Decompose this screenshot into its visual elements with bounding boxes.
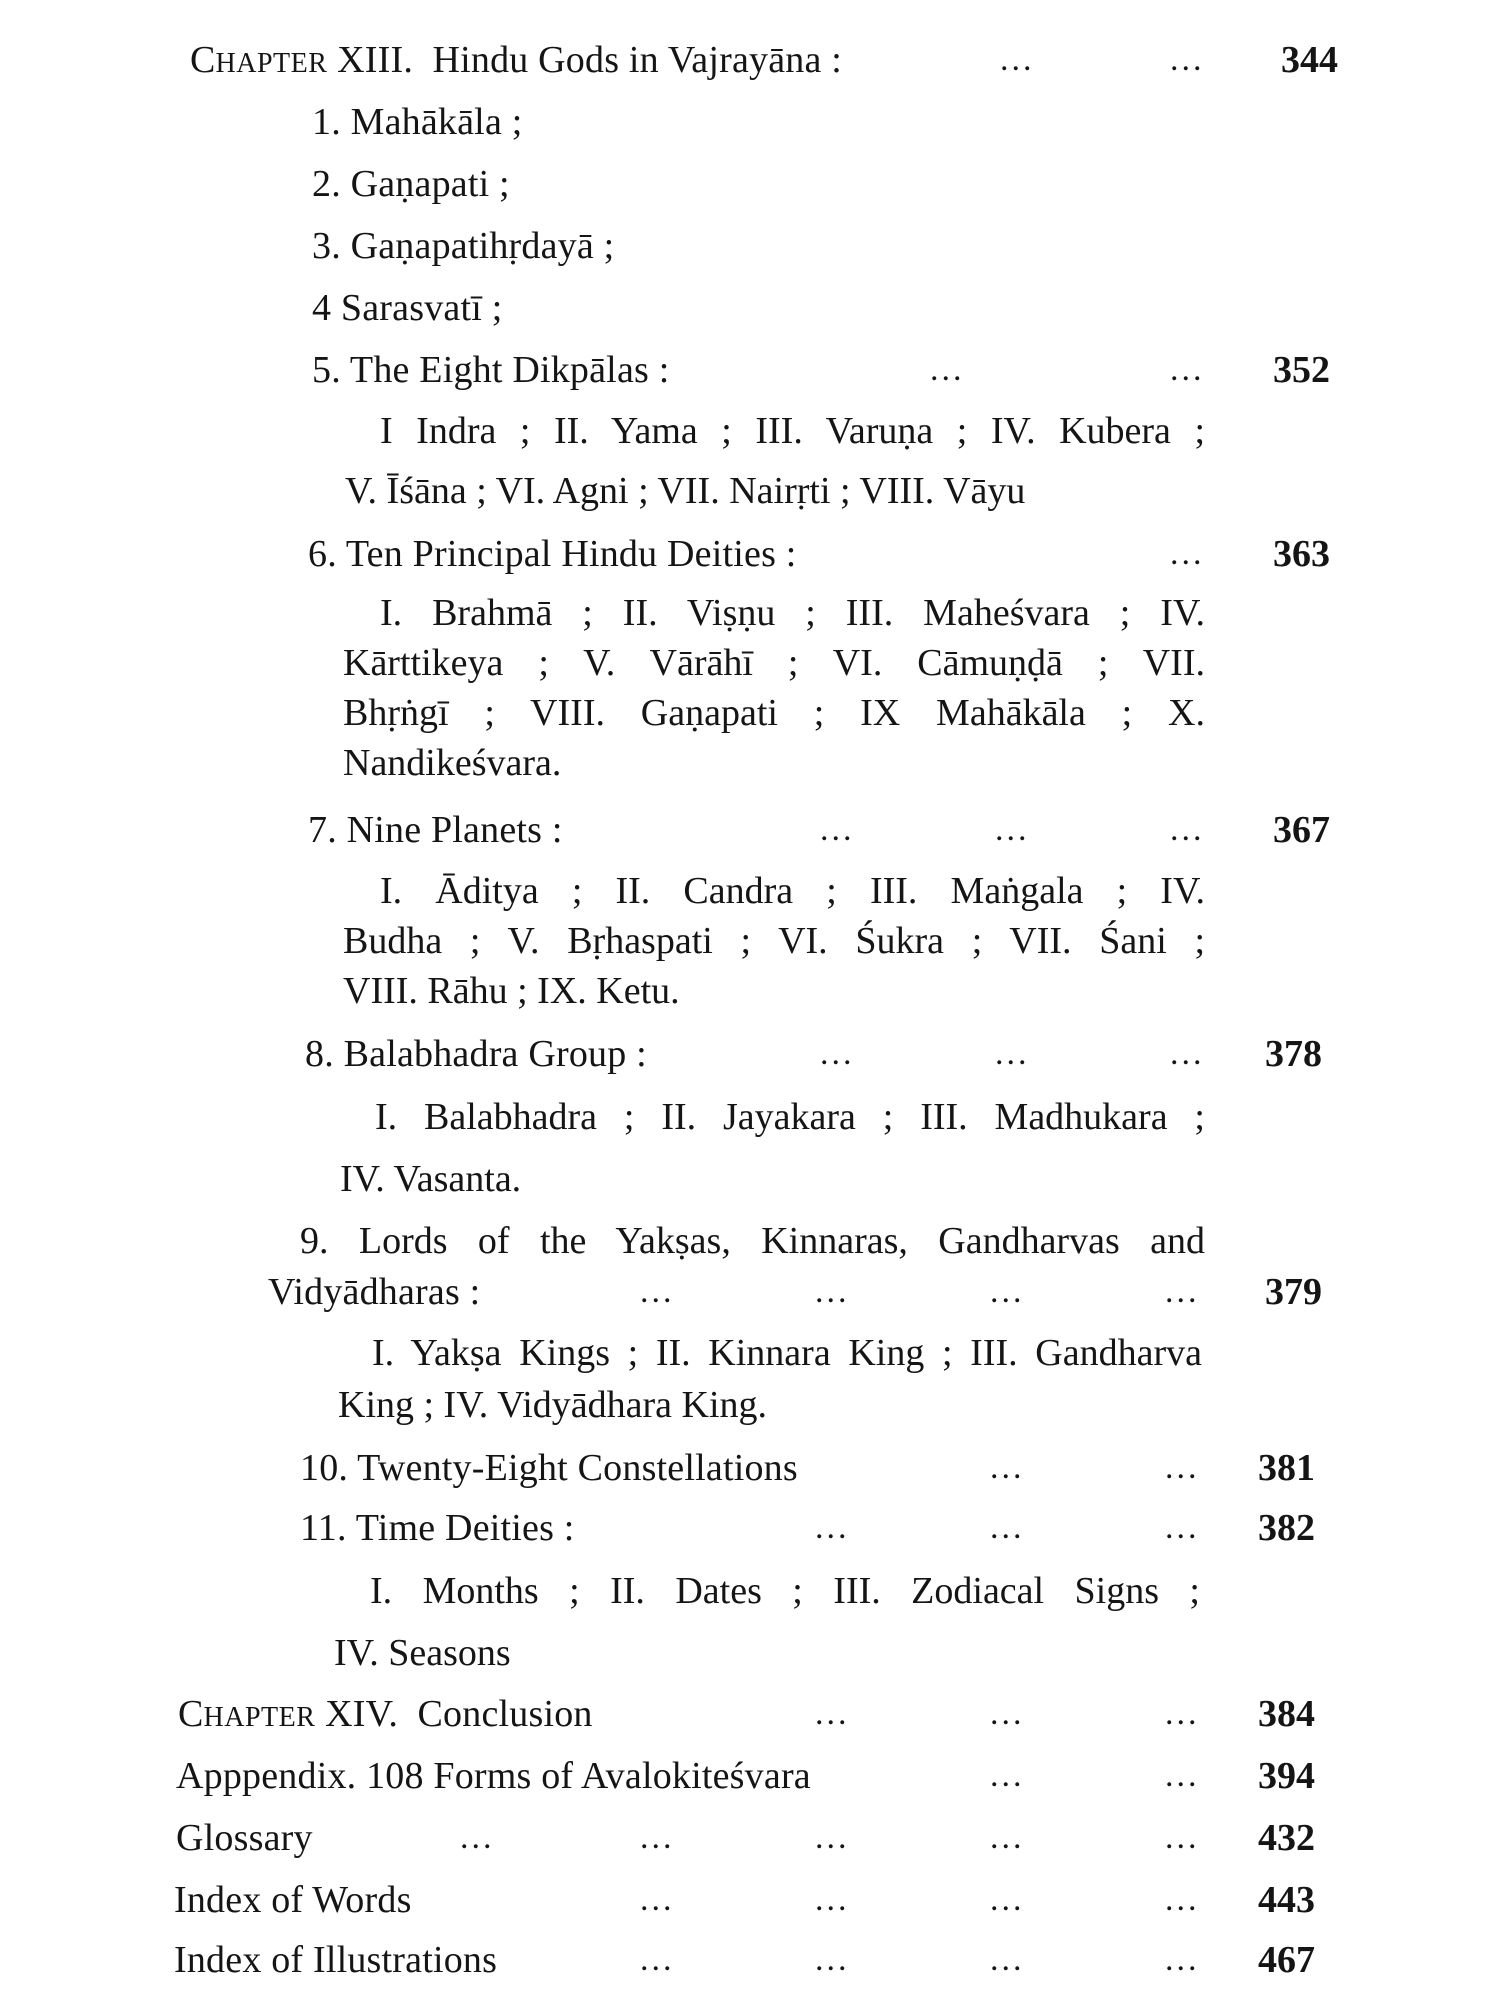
leader-dots: ... xyxy=(990,1757,1025,1794)
toc-item: 6. Ten Principal Hindu Deities : xyxy=(308,533,797,575)
leader-dots: ... xyxy=(1165,1757,1200,1794)
leader-dots: ... xyxy=(460,1819,495,1856)
toc-subitems: V. Īśāna ; VI. Agni ; VII. Nairṛti ; VIII. Vāyu xyxy=(345,470,1026,512)
leader-dots: ... xyxy=(1165,1819,1200,1856)
leader-dots: ... xyxy=(815,1509,850,1546)
toc-subitems: VIII. Rāhu ; IX. Ketu. xyxy=(343,970,680,1012)
chapter-title: Conclusion xyxy=(417,1693,593,1735)
page-number: 367 xyxy=(1273,809,1330,851)
toc-subitems: I. Balabhadra ; II. Jayakara ; III. Madhukara ; xyxy=(375,1096,1205,1138)
leader-dots: ... xyxy=(815,1819,850,1856)
page-number: 382 xyxy=(1258,1507,1315,1549)
toc-subitems: I Indra ; II. Yama ; III. Varuṇa ; IV. Kubera ; xyxy=(380,410,1205,452)
chapter-label-initial: C xyxy=(190,39,216,81)
leader-dots: ... xyxy=(990,1881,1025,1918)
leader-dots: ... xyxy=(640,1273,675,1310)
toc-subitems: IV. Vasanta. xyxy=(340,1158,522,1200)
page-number: 432 xyxy=(1258,1817,1315,1859)
toc-item: 1. Mahākāla ; xyxy=(312,101,523,143)
chapter-number: XIII. xyxy=(337,39,414,81)
page-number: 394 xyxy=(1258,1755,1315,1797)
page-number: 381 xyxy=(1258,1447,1315,1489)
leader-dots: ... xyxy=(820,1035,855,1072)
leader-dots: ... xyxy=(640,1941,675,1978)
page-number: 344 xyxy=(1281,39,1338,81)
page-number: 363 xyxy=(1273,533,1330,575)
leader-dots: ... xyxy=(1165,1941,1200,1978)
toc-item: 5. The Eight Dikpālas : xyxy=(312,349,670,391)
chapter-number: XIV. xyxy=(325,1693,399,1735)
appendix-entry: Apppendix. 108 Forms of Avalokiteśvara xyxy=(176,1755,811,1797)
chapter-title: Hindu Gods in Vajrayāna : xyxy=(432,39,843,81)
toc-subitems: I. Āditya ; II. Candra ; III. Maṅgala ; IV. xyxy=(380,870,1205,912)
leader-dots: ... xyxy=(640,1819,675,1856)
leader-dots: ... xyxy=(1165,1449,1200,1486)
toc-item: 9. Lords of the Yakṣas, Kinnaras, Gandharvas and xyxy=(300,1220,1205,1262)
toc-subitems: King ; IV. Vidyādhara King. xyxy=(338,1384,768,1426)
toc-subitems: Budha ; V. Bṛhaspati ; VI. Śukra ; VII. Śani ; xyxy=(343,920,1205,962)
leader-dots: ... xyxy=(1170,351,1205,388)
leader-dots: ... xyxy=(990,1819,1025,1856)
leader-dots: ... xyxy=(815,1881,850,1918)
toc-item: 3. Gaṇapatihṛdayā ; xyxy=(312,225,615,267)
leader-dots: ... xyxy=(990,1941,1025,1978)
page-number: 384 xyxy=(1258,1693,1315,1735)
toc-subitems: Bhṛṅgī ; VIII. Gaṇapati ; IX Mahākāla ; X. xyxy=(343,692,1205,734)
toc-subitems: IV. Seasons xyxy=(334,1632,511,1674)
leader-dots: ... xyxy=(1165,1695,1200,1732)
index-illustrations-entry: Index of Illustrations xyxy=(174,1939,498,1981)
index-words-entry: Index of Words xyxy=(174,1879,412,1921)
leader-dots: ... xyxy=(990,1695,1025,1732)
glossary-entry: Glossary xyxy=(176,1817,313,1859)
toc-item: 11. Time Deities : xyxy=(300,1507,575,1549)
chapter-14-heading xyxy=(178,1690,593,1742)
leader-dots: ... xyxy=(995,811,1030,848)
leader-dots: ... xyxy=(815,1273,850,1310)
page-number: 443 xyxy=(1258,1879,1315,1921)
page-number: 379 xyxy=(1265,1271,1322,1313)
toc-item: 4 Sarasvatī ; xyxy=(312,287,503,329)
leader-dots: ... xyxy=(995,1035,1030,1072)
chapter-13-heading xyxy=(190,36,842,88)
leader-dots: ... xyxy=(990,1273,1025,1310)
chapter-label-rest: HAPTER xyxy=(203,1702,316,1733)
chapter-label-initial: C xyxy=(178,1693,204,1735)
toc-subitems: Nandikeśvara. xyxy=(343,742,562,784)
leader-dots: ... xyxy=(1165,1881,1200,1918)
toc-subitems: Kārttikeya ; V. Vārāhī ; VI. Cāmuṇḍā ; VII. xyxy=(343,642,1205,684)
page-number: 378 xyxy=(1265,1033,1322,1075)
toc-subitems: I. Months ; II. Dates ; III. Zodiacal Signs ; xyxy=(370,1570,1200,1612)
toc-item: 7. Nine Planets : xyxy=(308,809,563,851)
toc-item: 10. Twenty-Eight Constellations xyxy=(300,1447,798,1489)
leader-dots: ... xyxy=(1165,1509,1200,1546)
page-number: 352 xyxy=(1273,349,1330,391)
leader-dots: ... xyxy=(1170,1035,1205,1072)
toc-item: 8. Balabhadra Group : xyxy=(305,1033,647,1075)
leader-dots: ... xyxy=(1170,41,1205,78)
leader-dots: ... xyxy=(1170,535,1205,572)
leader-dots: ... xyxy=(820,811,855,848)
leader-dots: ... xyxy=(815,1941,850,1978)
toc-subitems: I. Brahmā ; II. Viṣṇu ; III. Maheśvara ; IV. xyxy=(380,592,1205,634)
leader-dots: ... xyxy=(815,1695,850,1732)
leader-dots: ... xyxy=(640,1881,675,1918)
page-number: 467 xyxy=(1258,1939,1315,1981)
leader-dots: ... xyxy=(1165,1273,1200,1310)
chapter-label-rest: HAPTER xyxy=(215,48,328,79)
toc-item: Vidyādharas : xyxy=(268,1271,481,1313)
leader-dots: ... xyxy=(1000,41,1035,78)
leader-dots: ... xyxy=(1170,811,1205,848)
toc-item: 2. Gaṇapati ; xyxy=(312,163,510,205)
toc-subitems: I. Yakṣa Kings ; II. Kinnara King ; III. Gandharva xyxy=(372,1332,1202,1374)
leader-dots: ... xyxy=(990,1449,1025,1486)
leader-dots: ... xyxy=(930,351,965,388)
leader-dots: ... xyxy=(990,1509,1025,1546)
